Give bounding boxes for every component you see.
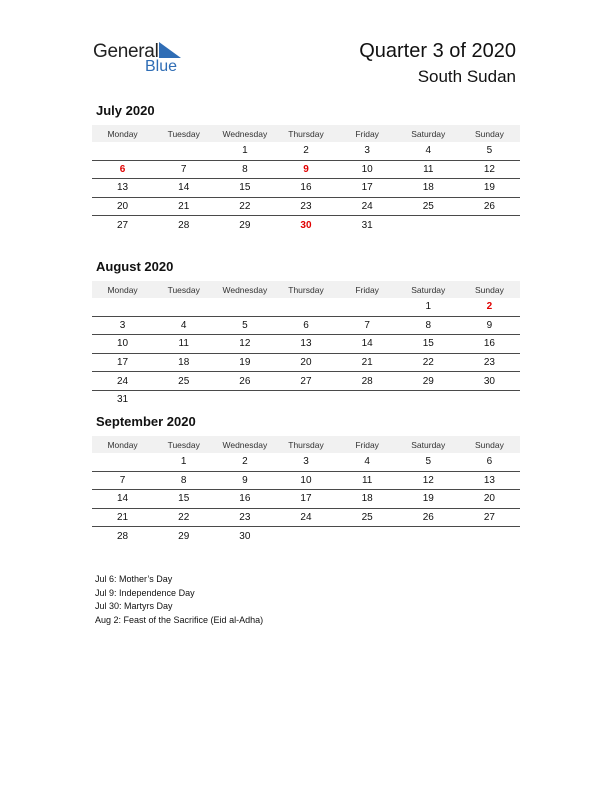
day-cell: 31 [117,394,129,406]
day-cell: 11 [153,335,214,354]
day-cell: 20 [92,197,153,216]
day-cell: 19 [398,490,459,509]
day-cell: 24 [337,197,398,216]
day-cell: 23 [214,508,275,527]
day-cell: 14 [153,179,214,198]
week-row [92,490,520,509]
weekday-label: Monday [92,281,153,298]
day-cell: 26 [214,372,275,391]
day-cell: 22 [153,508,214,527]
day-cell: 7 [337,316,398,335]
day-cell: 3 [92,316,153,335]
month-block-september [92,414,520,545]
day-cell: 8 [398,316,459,335]
day-cell: 13 [92,179,153,198]
weekday-header-row [92,125,520,142]
day-cell: 5 [459,142,520,160]
day-cell [337,390,398,408]
day-cell: 11 [337,471,398,490]
weekday-label: Friday [337,436,398,453]
week-row [92,471,520,490]
day-cell: 4 [153,316,214,335]
day-cell: 12 [459,160,520,179]
day-cell: 23 [275,197,336,216]
weekday-label: Wednesday [214,281,275,298]
day-cell: 1 [398,298,459,316]
day-cell: 16 [275,179,336,198]
day-cell [275,527,336,545]
day-cell: 5 [214,316,275,335]
weekday-label: Friday [337,125,398,142]
week-row [92,142,520,160]
logo-triangle-icon [159,42,181,58]
day-cell [92,142,153,160]
day-cell [459,390,520,408]
day-cell: 21 [337,353,398,372]
day-cell: 28 [178,219,190,231]
weekday-label: Friday [337,281,398,298]
month-title: September 2020 [96,414,196,429]
day-cell: 18 [153,353,214,372]
weekday-header-row [92,436,520,453]
day-cell: 21 [92,508,153,527]
day-cell: 8 [153,471,214,490]
week-row [92,335,520,354]
holiday-day-cell: 2 [459,298,520,316]
day-cell: 31 [361,219,373,231]
page-title: Quarter 3 of 2020 [359,40,516,62]
day-cell: 13 [275,335,336,354]
day-cell: 12 [214,335,275,354]
day-cell: 3 [337,142,398,160]
day-cell: 17 [275,490,336,509]
weekday-label: Wednesday [214,436,275,453]
day-cell [459,527,520,545]
day-cell [214,298,275,316]
day-cell: 26 [459,197,520,216]
week-row [92,372,520,391]
weekday-label: Saturday [398,125,459,142]
day-cell: 27 [275,372,336,391]
calendar-table [92,436,520,545]
day-cell: 15 [398,335,459,354]
day-cell [337,298,398,316]
week-row [92,216,520,234]
weekday-label: Monday [92,125,153,142]
week-row [92,453,520,471]
week-row [92,197,520,216]
day-cell [337,527,398,545]
holiday-notes [95,573,263,627]
day-cell: 8 [214,160,275,179]
day-cell: 19 [459,179,520,198]
day-cell: 1 [153,453,214,471]
day-cell: 28 [337,372,398,391]
month-title: July 2020 [96,103,155,118]
day-cell: 14 [337,335,398,354]
week-row [92,298,520,316]
day-cell: 2 [275,142,336,160]
day-cell: 29 [239,219,251,231]
day-cell [92,453,153,471]
day-cell [275,298,336,316]
day-cell: 7 [153,160,214,179]
day-cell: 22 [398,353,459,372]
holiday-note: Jul 30: Martyrs Day [95,601,173,612]
day-cell: 2 [214,453,275,471]
month-title: August 2020 [96,259,174,274]
day-cell: 24 [92,372,153,391]
day-cell: 16 [459,335,520,354]
weekday-label: Tuesday [153,125,214,142]
day-cell [153,298,214,316]
month-block-july [92,103,520,234]
holiday-day-cell: 9 [275,160,336,179]
day-cell: 27 [459,508,520,527]
day-cell: 30 [239,530,251,542]
day-cell [398,527,459,545]
weekday-label: Saturday [398,436,459,453]
holiday-note: Jul 6: Mother’s Day [95,574,173,584]
country-name: South Sudan [417,67,516,86]
week-row [92,390,520,408]
week-row [92,179,520,198]
day-cell: 9 [459,316,520,335]
day-cell: 17 [92,353,153,372]
day-cell: 21 [153,197,214,216]
week-row [92,527,520,545]
day-cell: 25 [337,508,398,527]
week-row [92,316,520,335]
day-cell: 1 [214,142,275,160]
day-cell [153,390,214,408]
day-cell: 19 [214,353,275,372]
day-cell: 14 [92,490,153,509]
day-cell: 4 [337,453,398,471]
week-row [92,160,520,179]
holiday-day-cell: 30 [300,219,312,231]
holiday-note: Aug 2: Feast of the Sacrifice (Eid al-Adha) [95,614,264,625]
month-block-august [92,259,520,409]
day-cell: 4 [398,142,459,160]
day-cell: 26 [398,508,459,527]
day-cell: 22 [214,197,275,216]
weekday-label: Tuesday [153,436,214,453]
logo-word-blue: Blue [145,58,178,75]
day-cell [398,216,459,234]
day-cell: 10 [337,160,398,179]
weekday-label: Sunday [459,436,520,453]
weekday-label: Thursday [275,436,336,453]
calendar-table [92,281,520,409]
day-cell: 10 [275,471,336,490]
day-cell [153,142,214,160]
day-cell: 29 [398,372,459,391]
day-cell: 3 [275,453,336,471]
day-cell: 6 [275,316,336,335]
weekday-label: Sunday [459,281,520,298]
day-cell: 25 [153,372,214,391]
weekday-label: Monday [92,436,153,453]
day-cell: 9 [214,471,275,490]
weekday-label: Tuesday [153,281,214,298]
logo-word-general: General [93,41,159,62]
week-row [92,353,520,372]
day-cell: 18 [337,490,398,509]
holiday-day-cell: 6 [92,160,153,179]
day-cell [92,298,153,316]
day-cell: 7 [92,471,153,490]
weekday-label: Saturday [398,281,459,298]
day-cell: 5 [398,453,459,471]
day-cell: 17 [337,179,398,198]
day-cell [275,390,336,408]
week-row [92,508,520,527]
weekday-label: Thursday [275,125,336,142]
weekday-label: Wednesday [214,125,275,142]
day-cell: 10 [92,335,153,354]
day-cell [459,216,520,234]
day-cell: 20 [275,353,336,372]
day-cell: 20 [459,490,520,509]
weekday-label: Thursday [275,281,336,298]
day-cell: 12 [398,471,459,490]
generalblue-logo [93,38,193,80]
day-cell: 15 [153,490,214,509]
day-cell: 6 [459,453,520,471]
day-cell: 27 [117,219,129,231]
day-cell: 16 [214,490,275,509]
day-cell: 18 [398,179,459,198]
weekday-label: Sunday [459,125,520,142]
day-cell [398,390,459,408]
day-cell: 11 [398,160,459,179]
day-cell: 28 [117,530,129,542]
day-cell: 24 [275,508,336,527]
weekday-header-row [92,281,520,298]
calendar-table [92,125,520,234]
day-cell: 30 [459,372,520,391]
day-cell: 23 [459,353,520,372]
day-cell: 29 [178,530,190,542]
holiday-note: Jul 9: Independence Day [95,587,195,598]
day-cell: 25 [398,197,459,216]
day-cell [214,390,275,408]
day-cell: 15 [214,179,275,198]
day-cell: 13 [459,471,520,490]
